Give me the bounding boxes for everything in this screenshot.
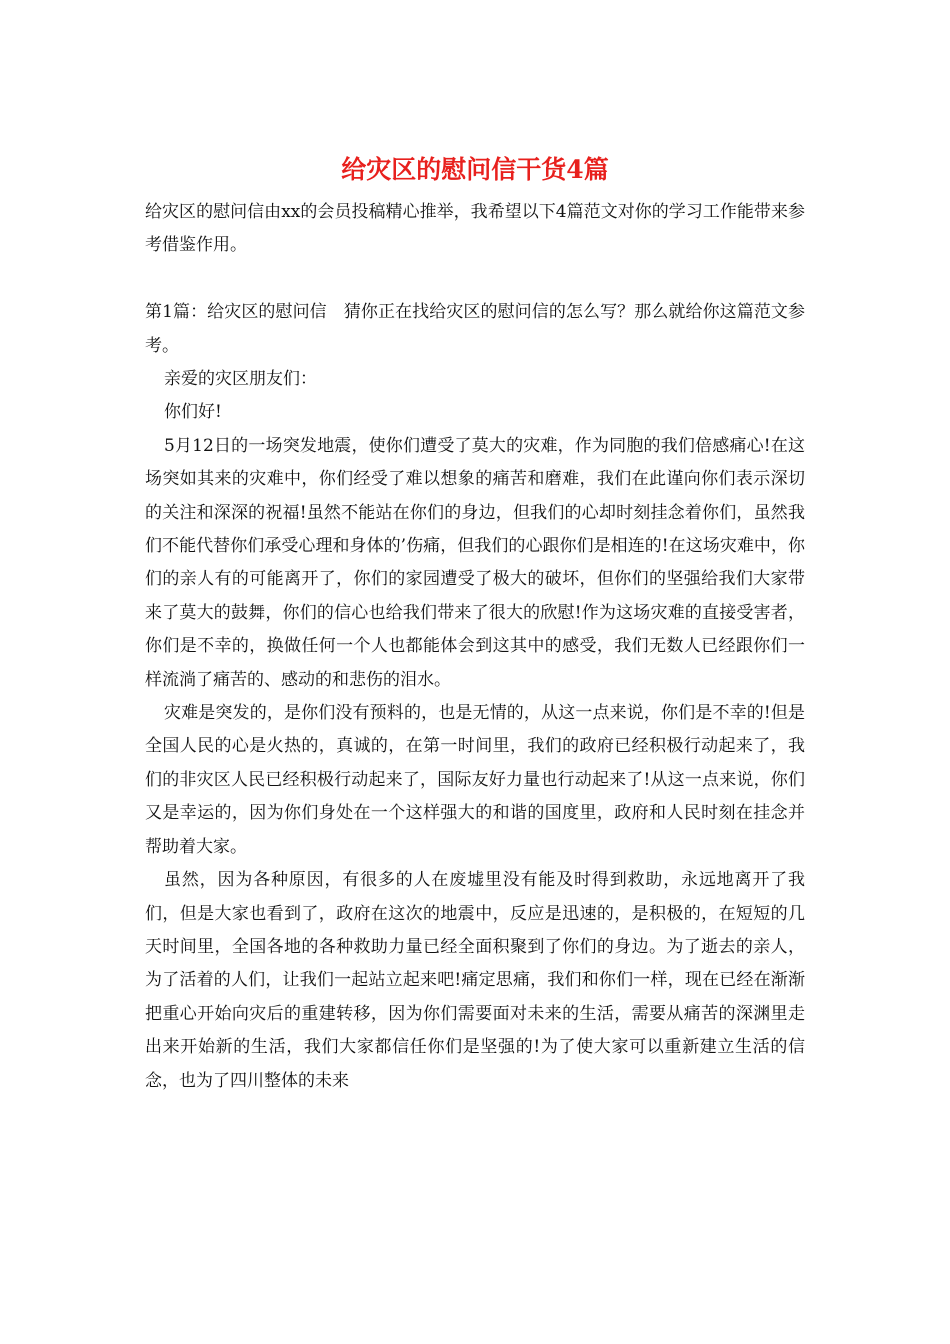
letter-paragraph-2: 灾难是突发的，是你们没有预料的，也是无情的，从这一点来说，你们是不幸的!但是全国人民的心是火热的，真诚的，在第一时间里，我们的政府已经积极行动起来了，我们的非灾区人民已经积极行动起来了，国际友好力量也行动起来了!从这一点来说，你们又是幸运的，因为你们身处在一个这样强大的和谐的国度里，政府和人民时刻在挂念并帮助着大家。 [145,703,805,857]
paragraph-spacer [145,263,805,296]
section-heading: 第1篇：给灾区的慰问信 猜你正在找给灾区的慰问信的怎么写？那么就给你这篇范文参考。 [145,302,805,356]
document-body [145,196,805,1098]
letter-paragraph-3: 虽然，因为各种原因，有很多的人在废墟里没有能及时得到救助，永远地离开了我们，但是大家也看到了，政府在这次的地震中，反应是迅速的，是积极的，在短短的几天时间里，全国各地的各种救助力量已经全面积聚到了你们的身边。为了逝去的亲人，为了活着的人们，让我们一起站立起来吧!痛定思痛，我们和你们一样，现在已经在渐渐把重心开始向灾后的重建转移，因为你们需要面对未来的生活，需要从痛苦的深渊里走出来开始新的生活，我们大家都信任你们是坚强的!为了使大家可以重新建立生活的信念，也为了四川整体的未来 [145,870,805,1091]
letter-paragraph-1: 5月12日的一场突发地震，使你们遭受了莫大的灾难，作为同胞的我们倍感痛心!在这场突如其来的灾难中，你们经受了难以想象的痛苦和磨难，我们在此谨向你们表示深切的关注和深深的祝福!虽然不能站在你们的身边，但我们的心却时刻挂念着你们，虽然我们不能代替你们承受心理和身体的’伤痛，但我们的心跟你们是相连的!在这场灾难中，你们的亲人有的可能离开了，你们的家园遭受了极大的破坏，但你们的坚强给我们大家带来了莫大的鼓舞，你们的信心也给我们带来了很大的欣慰!作为这场灾难的直接受害者，你们是不幸的，换做任何一个人也都能体会到这其中的感受，我们无数人已经跟你们一样流淌了痛苦的、感动的和悲伤的泪水。 [145,435,805,690]
letter-salutation: 亲爱的灾区朋友们： [164,369,317,390]
letter-greeting: 你们好! [164,402,222,423]
intro-paragraph: 给灾区的慰问信由xx的会员投稿精心推举，我希望以下4篇范文对你的学习工作能带来参考借鉴作用。 [145,202,805,256]
document-title: 给灾区的慰问信干货4篇 [341,155,609,184]
